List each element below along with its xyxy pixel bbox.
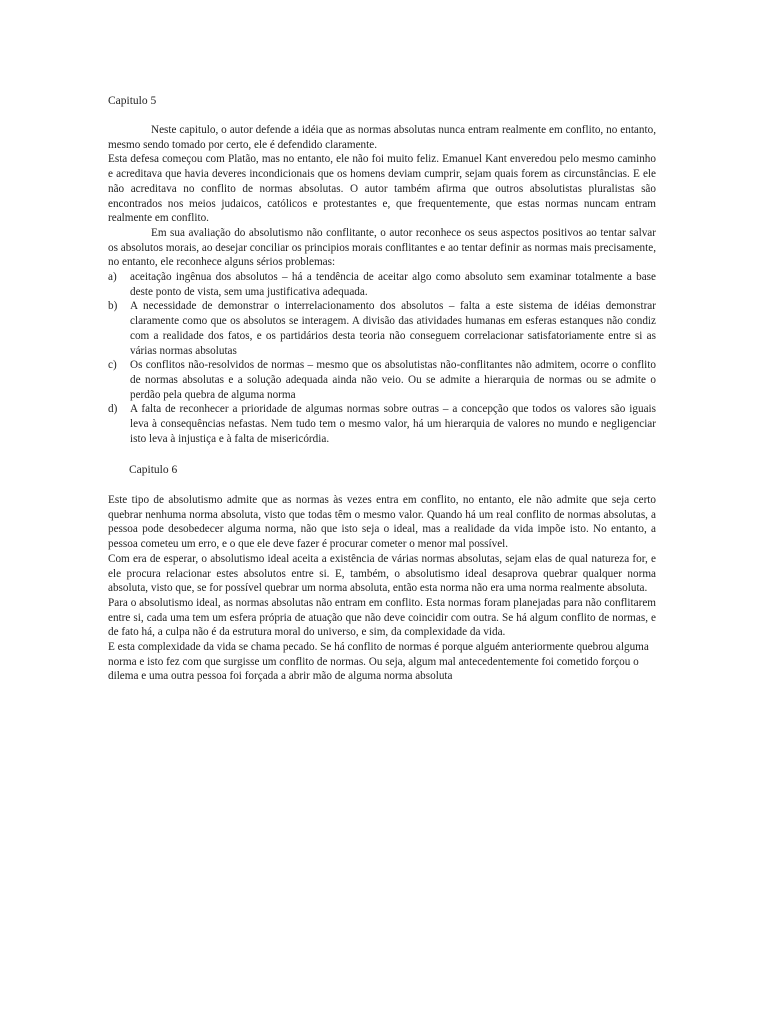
list-item <box>108 402 656 446</box>
chapter-5-paragraph: Esta defesa começou com Platão, mas no entanto, ele não foi muito feliz. Emanuel Kant enveredou pelo mesmo caminho e acreditava que havia deveres incondicionais que os homens deviam cumprir, sejam quais forem as circunstâncias. E ele não acreditava no conflito de normas absolutas. O autor também afirma que outros absolutistas pluralistas são encontrados nos meios judaicos, católicos e protestantes e, que frequentemente, que estas normas nuncam entram realmente em conflito. <box>108 153 656 225</box>
chapter-5-paragraph: Em sua avaliação do absolutismo não conflitante, o autor reconhece os seus aspectos positivos ao tentar salvar os absolutos morais, ao desejar conciliar os principios morais conflitantes e ao tentar definir as normas mais precisamente, no entanto, ele reconhece alguns sérios problemas: <box>108 226 656 269</box>
list-item-text: A falta de reconhecer a prioridade de algumas normas sobre outras – a concepção que todos os valores são iguais leva à consequências nefastas. Nem tudo tem o mesmo valor, há um hierarquia de valores no mundo e negligenciar isto leva à injustiça e à falta de misericórdia. <box>130 403 656 445</box>
list-item <box>108 299 656 358</box>
chapter-6-body <box>108 493 656 684</box>
chapter-5-heading: Capitulo 5 <box>108 95 157 107</box>
chapter-6-paragraph: Com era de esperar, o absolutismo ideal aceita a existência de várias normas absolutas, sejam elas de qual natureza for, e ele procura relacionar estes absolutos entre si. E, também, o absolutismo ideal desaprova quebrar qualquer norma absoluta, visto que, se for possível quebrar um norma absoluta, então esta norma não era uma norma realmente absoluta. <box>108 552 656 595</box>
chapter-5-body <box>108 123 656 446</box>
chapter-6-paragraph: E esta complexidade da vida se chama pecado. Se há conflito de normas é porque alguém anteriormente quebrou alguma norma e isto fez com que surgisse um conflito de normas. Ou seja, algum mal antecedentemente foi cometido forçou o dilema e uma outra pessoa foi forçada a abrir mão de alguma norma absoluta <box>108 641 649 683</box>
chapter-6-paragraph: Este tipo de absolutismo admite que as normas às vezes entra em conflito, no entanto, ele não admite que seja certo quebrar nenhuma norma absoluta, visto que todas têm o mesmo valor. Quando há um real conflito de normas absolutas, a pessoa pode desobedecer alguma norma, não que isto seja o ideal, mas a realidade da vida impõe isto. No entanto, a pessoa cometeu um erro, e o que ele deve fazer é procurar cometer o menor mal possível. <box>108 494 656 551</box>
problems-list <box>108 270 656 446</box>
list-marker: b) <box>108 300 118 313</box>
list-marker: a) <box>108 271 117 284</box>
list-item <box>108 358 656 402</box>
chapter-6-paragraph: Para o absolutismo ideal, as normas absolutas não entram em conflito. Esta normas foram planejadas para não conflitarem entre si, cada uma tem um esfera própria de atuação que não deve coincidir com outra. Se há algum conflito de normas, e de fato há, a culpa não é da estrutura moral do universo, e sim, da complexidade da vida. <box>108 596 656 639</box>
list-item-text: aceitação ingênua dos absolutos – há a tendência de aceitar algo como absoluto sem examinar totalmente a base deste ponto de vista, sem uma justificativa adequada. <box>130 271 656 298</box>
list-item <box>108 270 656 299</box>
list-item-text: Os conflitos não-resolvidos de normas – mesmo que os absolutistas não-conflitantes não admitem, ocorre o conflito de normas absolutas e a solução adequada ainda não veio. Ou se admite a hierarquia de normas ou se admite o perdão pela quebra de alguma norma <box>130 359 656 401</box>
list-marker: d) <box>108 403 118 416</box>
list-marker: c) <box>108 359 117 372</box>
chapter-5-paragraph: Neste capitulo, o autor defende a idéia que as normas absolutas nunca entram realmente em conflito, no entanto, mesmo sendo tomado por certo, ele é defendido claramente. <box>108 124 656 151</box>
list-item-text: A necessidade de demonstrar o interrelacionamento dos absolutos – falta a este sistema de idéias demonstrar claramente como que os absolutos se interagem. A divisão das atividades humanas em esferas estanques não condiz com a realidade dos fatos, e os partidários desta teoria não conseguem correlacionar satisfatoriamente entre si as várias normas absolutas <box>130 300 656 357</box>
chapter-6-heading: Capitulo 6 <box>129 464 178 476</box>
